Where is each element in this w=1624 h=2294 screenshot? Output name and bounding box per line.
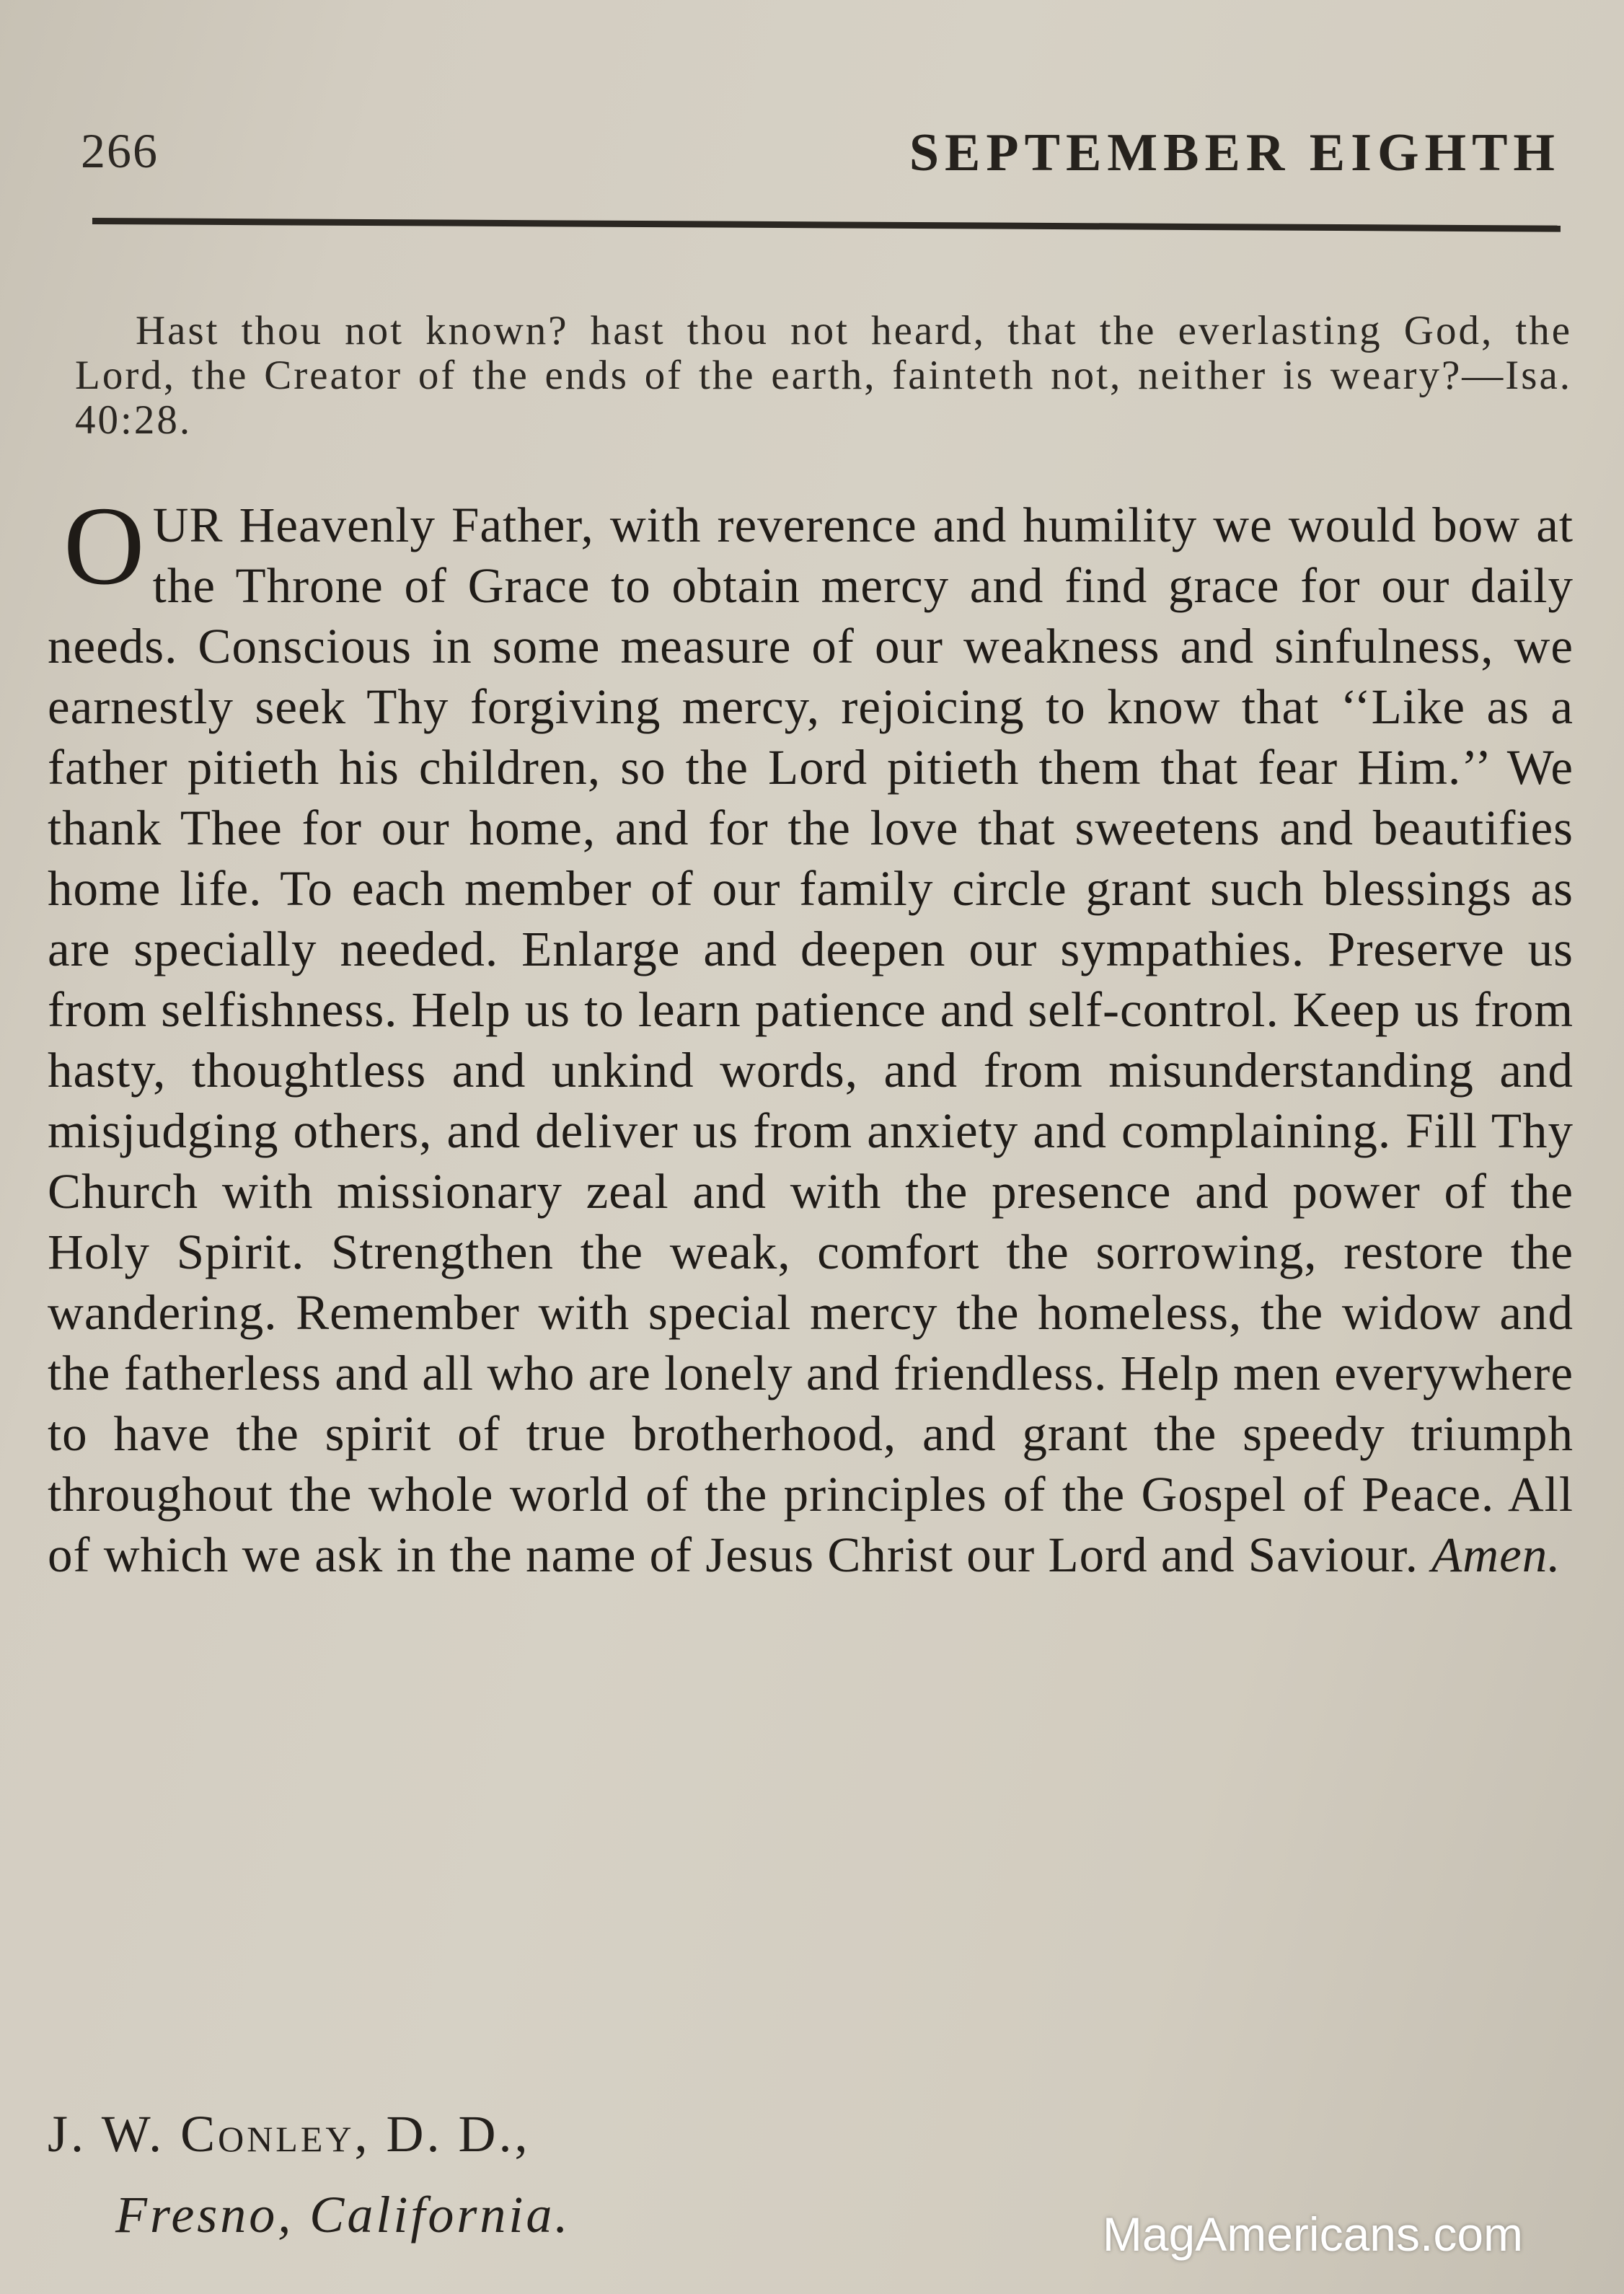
header-rule bbox=[92, 218, 1561, 232]
prayer-text bbox=[48, 483, 1574, 1585]
page-number: 266 bbox=[81, 123, 159, 178]
site-watermark: MagAmericans.com bbox=[1102, 2207, 1523, 2261]
drop-cap: O bbox=[63, 483, 146, 608]
author-location: Fresno, California. bbox=[115, 2186, 571, 2244]
epigraph-verse: Hast thou not known? hast thou not heard, that the everlasting God, the Lord, the Creator of the ends of the earth, fainteth not, neither is weary?—Isa. 40:28. bbox=[75, 308, 1572, 443]
prayer-closing: Amen. bbox=[1431, 1527, 1561, 1582]
author-name: J. W. Conley, D. D., bbox=[48, 2105, 531, 2163]
running-head: SEPTEMBER EIGHTH bbox=[909, 123, 1561, 182]
prayer-body: UR Heavenly Father, with reverence and humility we would bow at the Throne of Grace to obtain mercy and find grace for our daily needs. Conscious in some measure of our weakness and sinfulness, we earnestly seek Thy forgiving mercy, rejoicing to know that ‘‘Like as a father pitieth his children, so the Lord pitieth them that fear Him.’’ We thank Thee for our home, and for the love that sweetens and beautifies home life. To each member of our family circle grant such blessings as are specially needed. Enlarge and deepen our sympathies. Preserve us from selfishness. Help us to learn patience and self-control. Keep us from hasty, thoughtless and unkind words, and from misunderstanding and misjudging others, and deliver us from anxiety and complaining. Fill Thy Church with missionary zeal and with the presence and power of the Holy Spirit. Strengthen the weak, comfort the sorrowing, restore the wandering. Remember with special mercy the homeless, the widow and the fatherless and all who are lonely and friendless. Help men everywhere to have the spirit of true brotherhood, and grant the speedy triumph throughout the whole world of the principles of the Gospel of Peace. All of which we ask in the name of Jesus Christ our Lord and Saviour. bbox=[48, 498, 1574, 1582]
